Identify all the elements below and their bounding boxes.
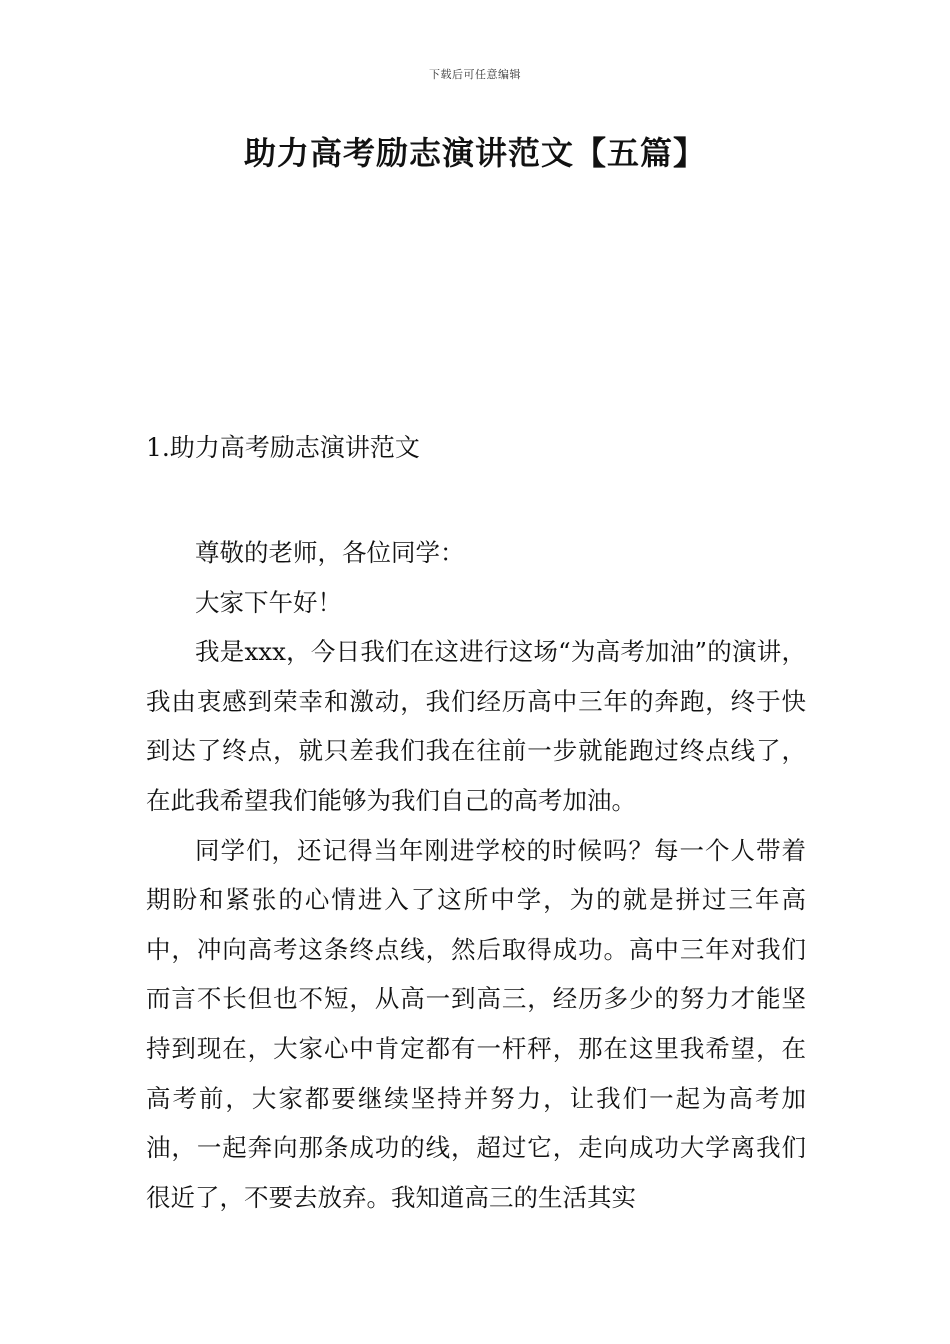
paragraph-salutation: 尊敬的老师，各位同学： — [195, 538, 465, 567]
paragraph-introduction: 我是xxx，今日我们在这进行这场“为高考加油”的演讲，我由衷感到荣幸和激动，我们经历高中三年的奔跑，终于快到达了终点，就只差我们我在往前一步就能跑过终点线了，在此我希望我们能够为我们自己的高考加油。 — [146, 637, 806, 815]
paragraph-main: 同学们，还记得当年刚进学校的时候吗？每一个人带着期盼和紧张的心情进入了这所中学，为的就是拼过三年高中，冲向高考这条终点线，然后取得成功。高中三年对我们而言不长但也不短，从高一到高三，经历多少的努力才能坚持到现在，大家心中肯定都有一杆秤，那在这里我希望，在高考前，大家都要继续坚持并努力，让我们一起为高考加油，一起奔向那条成功的线，超过它，走向成功大学离我们很近了，不要去放弃。我知道高三的生活其实 — [146, 835, 806, 1212]
body-text — [146, 528, 806, 1222]
document-title: 助力高考励志演讲范文【五篇】 — [243, 134, 706, 172]
paragraph-greeting: 大家下午好！ — [195, 587, 342, 617]
header-note: 下载后可任意编辑 — [429, 68, 521, 81]
section-heading: 1.助力高考励志演讲范文 — [146, 433, 420, 462]
